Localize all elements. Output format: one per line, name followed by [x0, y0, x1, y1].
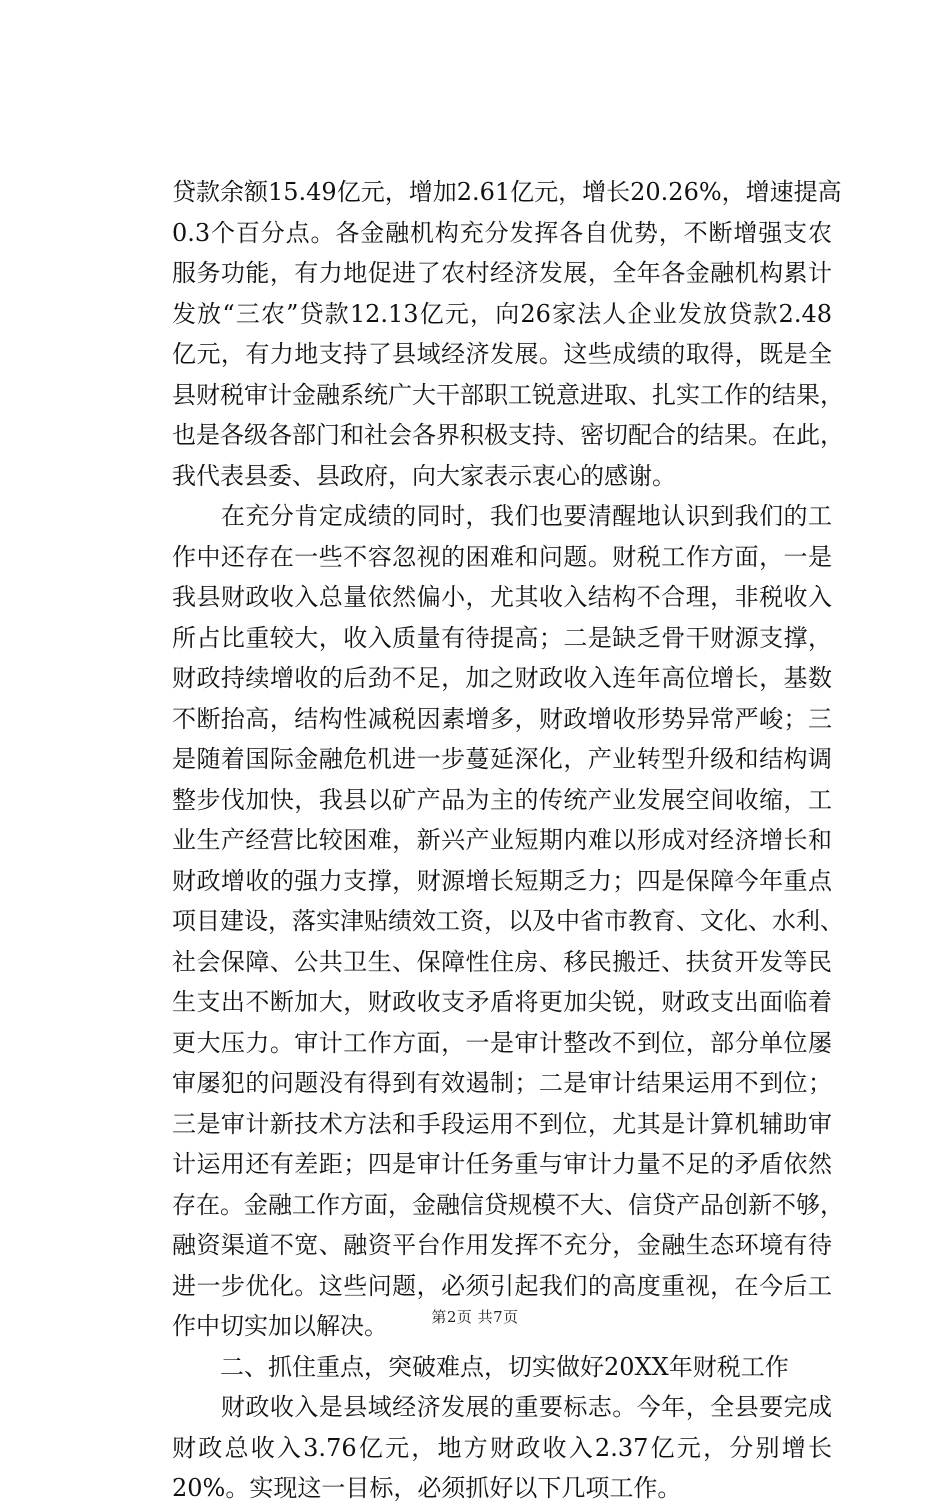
- page-footer: 第2页 共7页: [431, 1308, 519, 1326]
- text-line: 0.3个百分点。各金融机构充分发挥各自优势，不断增强支农: [172, 218, 832, 247]
- text-line: 社会保障、公共卫生、保障性住房、移民搬迁、扶贫开发等民: [172, 947, 832, 976]
- text-line: 财政持续增收的后劲不足，加之财政收入连年高位增长，基数: [172, 664, 832, 692]
- text-line: 亿元，有力地支持了县域经济发展。这些成绩的取得，既是全: [172, 340, 832, 368]
- text-line: 二、抓住重点，突破难点，切实做好20XX年财税工作: [172, 1352, 789, 1381]
- text-line: 所占比重较大，收入质量有待提高；二是缺乏骨干财源支撑，: [172, 623, 832, 652]
- text-line: 进一步优化。这些问题，必须引起我们的高度重视，在今后工: [172, 1271, 832, 1300]
- text-line: 作中还存在一些不容忽视的困难和问题。财税工作方面，一是: [172, 542, 832, 571]
- text-line: 三是审计新技术方法和手段运用不到位，尤其是计算机辅助审: [172, 1109, 832, 1138]
- text-line: 20%。实现这一目标，必须抓好以下几项工作。: [172, 1474, 682, 1502]
- text-line: 财政收入是县域经济发展的重要标志。今年，全县要完成: [172, 1393, 832, 1421]
- text-line: 我县财政收入总量依然偏小，尤其收入结构不合理，非税收入: [172, 583, 832, 611]
- text-line: 项目建设，落实津贴绩效工资，以及中省市教育、文化、水利、: [172, 907, 844, 935]
- text-line: 作中切实加以解决。: [172, 1312, 388, 1340]
- text-line: 整步伐加快，我县以矿产品为主的传统产业发展空间收缩，工: [172, 785, 832, 814]
- text-line: 财政增收的强力支撑，财源增长短期乏力；四是保障今年重点: [172, 866, 832, 895]
- text-line: 我代表县委、县政府，向大家表示衷心的感谢。: [172, 461, 676, 490]
- text-line: 更大压力。审计工作方面，一是审计整改不到位，部分单位屡: [172, 1028, 832, 1057]
- text-line: 存在。金融工作方面，金融信贷规模不大、信贷产品创新不够，: [172, 1190, 844, 1219]
- text-line: 也是各级各部门和社会各界积极支持、密切配合的结果。在此，: [172, 421, 844, 449]
- text-line: 融资渠道不宽、融资平台作用发挥不充分，金融生态环境有待: [172, 1231, 832, 1259]
- text-line: 业生产经营比较困难，新兴产业短期内难以形成对经济增长和: [172, 826, 832, 854]
- text-line: 是随着国际金融危机进一步蔓延深化，产业转型升级和结构调: [172, 745, 832, 773]
- text-line: 计运用还有差距；四是审计任务重与审计力量不足的矛盾依然: [172, 1150, 832, 1178]
- text-line: 发放“三农”贷款12.13亿元，向26家法人企业发放贷款2.48: [172, 299, 832, 328]
- text-line: 贷款余额15.49亿元，增加2.61亿元，增长20.26%，增速提高: [172, 178, 842, 206]
- text-line: 审屡犯的问题没有得到有效遏制；二是审计结果运用不到位；: [172, 1069, 832, 1097]
- text-line: 服务功能，有力地促进了农村经济发展，全年各金融机构累计: [172, 259, 832, 287]
- text-line: 不断抬高，结构性减税因素增多，财政增收形势异常严峻；三: [172, 704, 832, 733]
- text-line: 在充分肯定成绩的同时，我们也要清醒地认识到我们的工: [172, 502, 832, 530]
- text-line: 生支出不断加大，财政收支矛盾将更加尖锐，财政支出面临着: [172, 988, 832, 1016]
- text-line: 财政总收入3.76亿元，地方财政收入2.37亿元，分别增长: [172, 1433, 832, 1462]
- text-line: 县财税审计金融系统广大干部职工锐意进取、扎实工作的结果，: [172, 380, 844, 409]
